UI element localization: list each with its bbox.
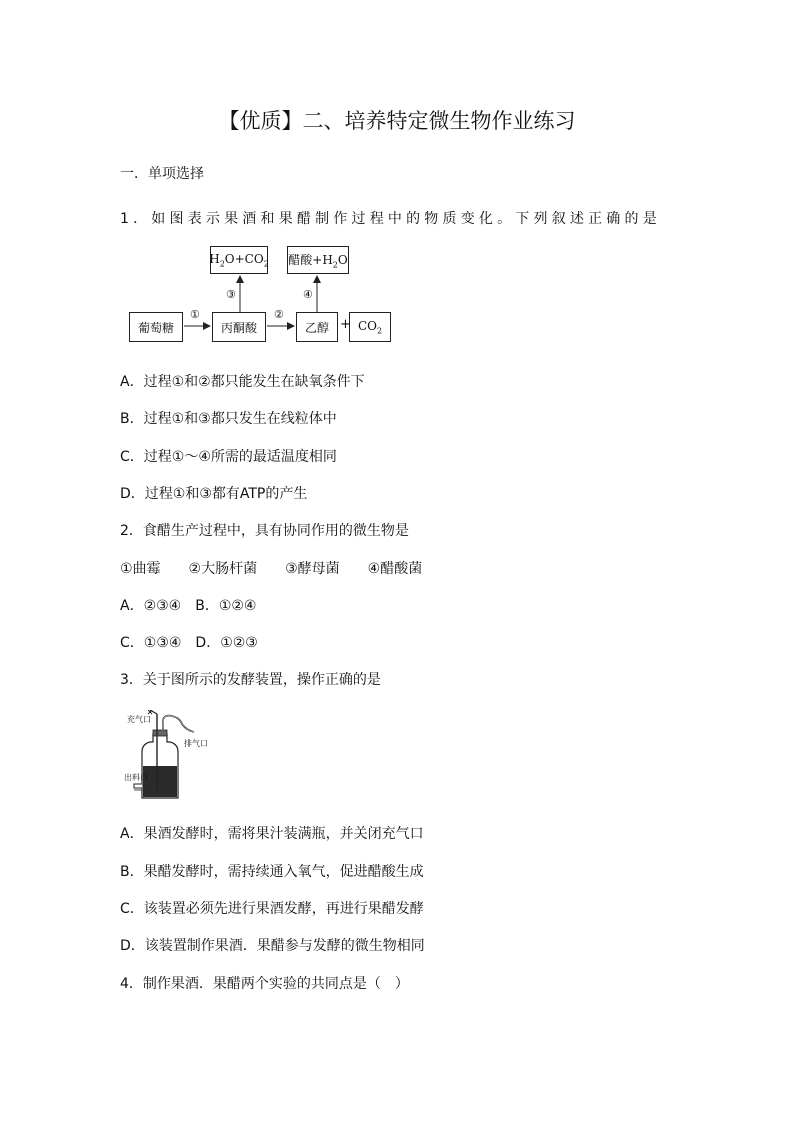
step-3-label: ③ [226, 288, 236, 301]
glucose-box [129, 312, 183, 342]
question-1-option-c: C．过程①～④所需的最适温度相同 [120, 449, 337, 465]
question-2-options-ab: A．②③④ B．①②④ [120, 598, 257, 614]
page-title: 【优质】二、培养特定微生物作业练习 [218, 109, 576, 133]
outlet-tube [163, 716, 194, 734]
bottle-liquid [143, 766, 177, 797]
co2-box [349, 312, 391, 342]
pyruvate-label: 丙酮酸 [220, 320, 257, 335]
question-2-stem: 2．食醋生产过程中，具有协同作用的微生物是 [120, 523, 409, 539]
acetic-acid-label: 醋酸$+H_2O$ [288, 252, 348, 270]
step-4-label: ④ [303, 288, 313, 301]
step-1-label: ① [190, 308, 200, 321]
question-3-option-c: C．该装置必须先进行果酒发酵，再进行果醋发酵 [120, 901, 424, 917]
pyruvate-box [212, 312, 266, 342]
question-1-option-a: A．过程①和②都只能发生在缺氧条件下 [120, 374, 365, 390]
question-3-stem: 3．关于图所示的发酵装置，操作正确的是 [120, 672, 381, 688]
question-4-stem: 4．制作果酒．果醋两个实验的共同点是（ ） [120, 976, 409, 992]
question-3-option-b: B．果醋发酵时，需持续通入氧气，促进醋酸生成 [120, 864, 424, 880]
sampling-port [134, 784, 142, 788]
question-3-option-a: A．果酒发酵时，需将果汁装满瓶，并关闭充气口 [120, 826, 424, 842]
step-2-label: ② [274, 308, 284, 321]
acetic-acid-box [287, 246, 349, 274]
sampling-port-label: 出料口 [124, 773, 148, 782]
diagram-arrows [0, 0, 794, 360]
question-3-option-d: D．该装置制作果酒．果醋参与发酵的微生物相同 [120, 938, 425, 954]
inlet-label: 充气口 [127, 715, 151, 724]
ethanol-label: 乙醇 [304, 320, 329, 335]
ethanol-box [296, 312, 338, 342]
question-1-stem: 1．如图表示果酒和果醋制作过程中的物质变化。下列叙述正确的是 [120, 211, 661, 227]
glucose-label: 葡萄糖 [137, 320, 174, 335]
h2o-co2-box [210, 246, 268, 274]
bottle-stopper [153, 730, 167, 736]
co2-label: $CO_2$ [357, 318, 383, 336]
section-heading: 一．单项选择 [120, 166, 204, 182]
question-1-option-d: D．过程①和③都有ATP的产生 [120, 486, 308, 502]
question-2-options-cd: C．①③④ D．①②③ [120, 635, 258, 651]
h2o-co2-label: $H_2O+CO_2$ [209, 251, 269, 269]
question-1-option-b: B．过程①和③都只发生在线粒体中 [120, 411, 337, 427]
question-2-choices: ①曲霉 ②大肠杆菌 ③酵母菌 ④醋酸菌 [120, 561, 423, 577]
plus-sign: + [340, 317, 351, 332]
outlet-label: 排气口 [184, 739, 208, 748]
